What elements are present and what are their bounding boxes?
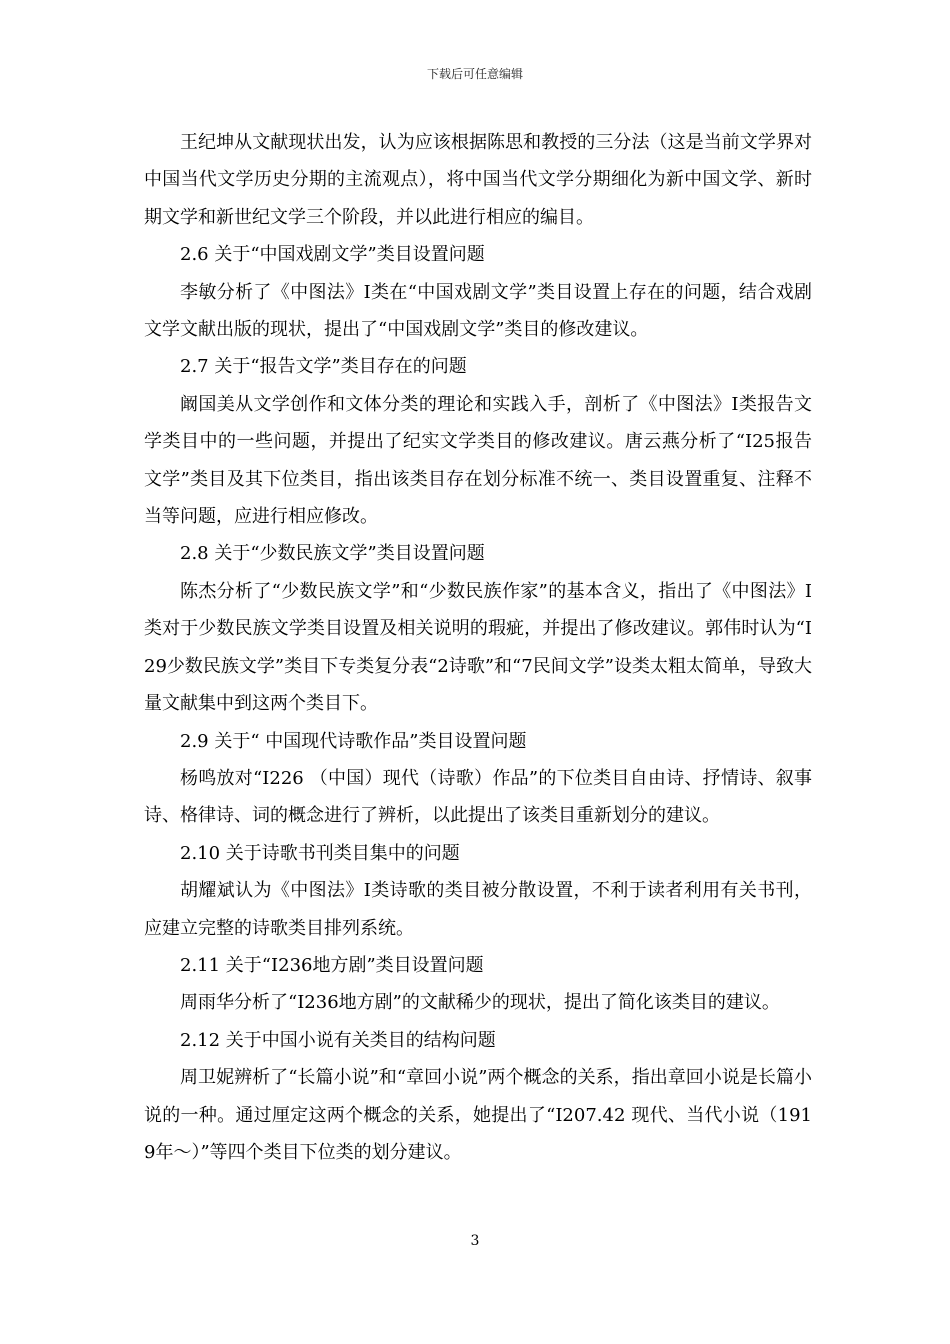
- section-heading-2-11: 2.11 关于“I236地方剧”类目设置问题: [180, 954, 484, 976]
- section-heading-2-12: 2.12 关于中国小说有关类目的结构问题: [180, 1029, 496, 1051]
- paragraph-li-min: 李敏分析了《中图法》I类在“中国戏剧文学”类目设置上存在的问题，结合戏剧文学文献出版的现状，提出了“中国戏剧文学”类目的修改建议。: [144, 281, 812, 341]
- paragraph-kan-guomei: 阚国美从文学创作和文体分类的理论和实践入手，剖析了《中图法》I类报告文学类目中的一些问题，并提出了纪实文学类目的修改建议。唐云燕分析了“I25报告文学”类目及其下位类目，指出该类目存在划分标准不统一、类目设置重复、注释不当等问题，应进行相应修改。: [144, 393, 812, 528]
- paragraph-hu-yaobin: 胡耀斌认为《中图法》I类诗歌的类目被分散设置，不利于读者利用有关书刊，应建立完整的诗歌类目排列系统。: [144, 880, 812, 939]
- paragraph-yang-mingfang: 杨鸣放对“I226 （中国）现代（诗歌）作品”的下位类目自由诗、抒情诗、叙事诗、格律诗、词的概念进行了辨析，以此提出了该类目重新划分的建议。: [144, 767, 812, 827]
- section-heading-2-6: 2.6 关于“中国戏剧文学”类目设置问题: [180, 244, 485, 266]
- paragraph-wang-jikun: 王纪坤从文献现状出发，认为应该根据陈思和教授的三分法（这是当前文学界对中国当代文学历史分期的主流观点），将中国当代文学分期细化为新中国文学、新时期文学和新世纪文学三个阶段，并以此进行相应的编目。: [144, 132, 812, 228]
- document-body: [144, 124, 812, 1171]
- page-number: 3: [470, 1233, 480, 1249]
- section-heading-2-9: 2.9 关于“ 中国现代诗歌作品”类目设置问题: [180, 730, 527, 752]
- section-heading-2-8: 2.8 关于“少数民族文学”类目设置问题: [180, 543, 485, 565]
- section-heading-2-10: 2.10 关于诗歌书刊类目集中的问题: [180, 842, 460, 864]
- paragraph-zhou-weini: 周卫妮辨析了“长篇小说”和“章回小说”两个概念的关系，指出章回小说是长篇小说的一种。通过厘定这两个概念的关系，她提出了“I207.42 现代、当代小说（1919年～）”等四个类目下位类的划分建议。: [144, 1067, 812, 1163]
- paragraph-zhou-yuhua: 周雨华分析了“I236地方剧”的文献稀少的现状，提出了简化该类目的建议。: [180, 992, 780, 1014]
- section-heading-2-7: 2.7 关于“报告文学”类目存在的问题: [180, 356, 467, 378]
- paragraph-chen-jie: 陈杰分析了“少数民族文学”和“少数民族作家”的基本含义，指出了《中图法》I类对于少数民族文学类目设置及相关说明的瑕疵，并提出了修改建议。郭伟时认为“I29少数民族文学”类目下专类复分表“2诗歌”和“7民间文学”设类太粗太简单，导致大量文献集中到这两个类目下。: [144, 580, 812, 715]
- page-header: 下载后可任意编辑: [426, 67, 523, 81]
